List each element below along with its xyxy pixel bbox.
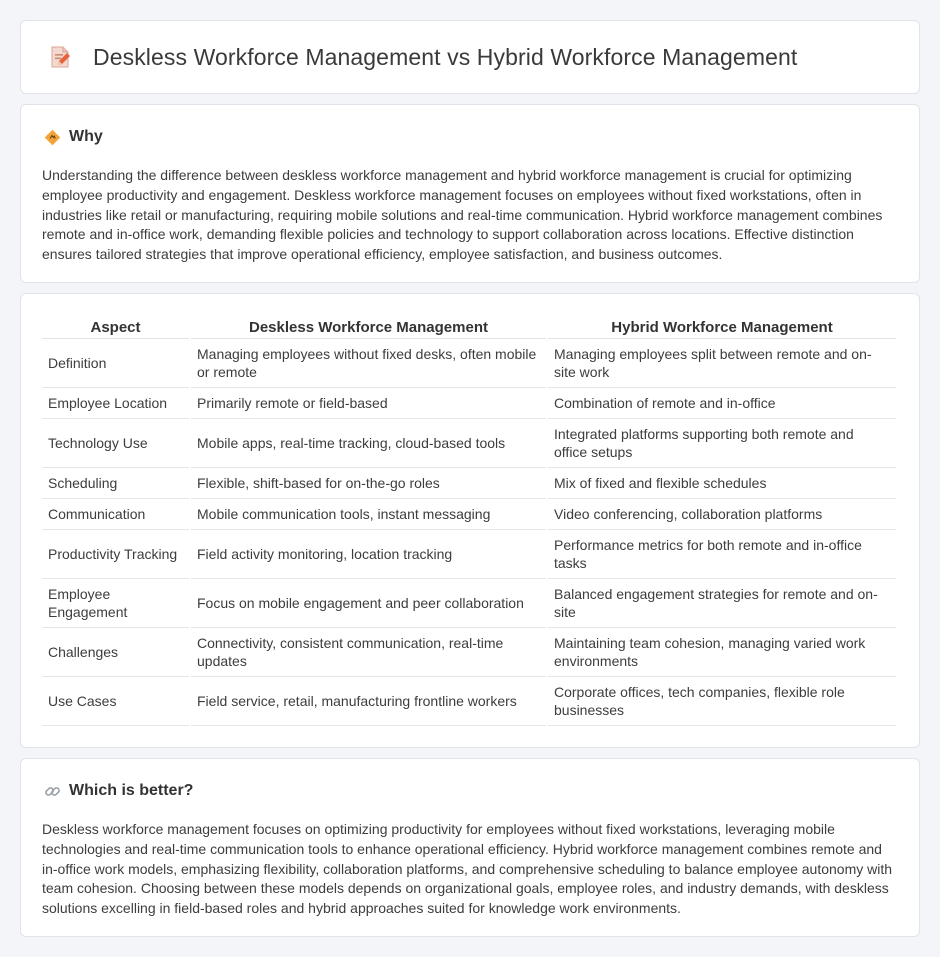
- aspect-cell: Employee Location: [42, 388, 189, 419]
- deskless-cell: Managing employees without fixed desks, often mobile or remote: [191, 339, 546, 388]
- table-row: [42, 677, 896, 726]
- aspect-cell: Use Cases: [42, 677, 189, 726]
- hybrid-cell: Managing employees split between remote and on-site work: [548, 339, 896, 388]
- which-heading-row: [44, 781, 898, 801]
- table-row: [42, 468, 896, 499]
- deskless-cell: Primarily remote or field-based: [191, 388, 546, 419]
- deskless-cell: Field service, retail, manufacturing frontline workers: [191, 677, 546, 726]
- table-row: [42, 499, 896, 530]
- column-header-aspect: Aspect: [42, 316, 189, 339]
- table-row: [42, 339, 896, 388]
- deskless-cell: Connectivity, consistent communication, real-time updates: [191, 628, 546, 677]
- diamond-sign-icon: [44, 129, 61, 146]
- hybrid-cell: Combination of remote and in-office: [548, 388, 896, 419]
- hybrid-cell: Performance metrics for both remote and in-office tasks: [548, 530, 896, 579]
- hybrid-cell: Balanced engagement strategies for remote and on-site: [548, 579, 896, 628]
- aspect-cell: Employee Engagement: [42, 579, 189, 628]
- hybrid-cell: Corporate offices, tech companies, flexible role businesses: [548, 677, 896, 726]
- table-row: [42, 388, 896, 419]
- aspect-cell: Scheduling: [42, 468, 189, 499]
- deskless-cell: Mobile apps, real-time tracking, cloud-based tools: [191, 419, 546, 468]
- hybrid-cell: Integrated platforms supporting both remote and office setups: [548, 419, 896, 468]
- deskless-cell: Mobile communication tools, instant messaging: [191, 499, 546, 530]
- table-row: [42, 419, 896, 468]
- why-heading-row: [44, 127, 898, 147]
- table-row: [42, 579, 896, 628]
- hybrid-cell: Video conferencing, collaboration platforms: [548, 499, 896, 530]
- column-header-deskless: Deskless Workforce Management: [191, 316, 546, 339]
- why-heading: Why: [69, 128, 103, 145]
- comparison-table: [40, 316, 898, 726]
- aspect-cell: Communication: [42, 499, 189, 530]
- table-row: [42, 628, 896, 677]
- aspect-cell: Technology Use: [42, 419, 189, 468]
- why-card: [20, 104, 920, 283]
- deskless-cell: Flexible, shift-based for on-the-go roles: [191, 468, 546, 499]
- deskless-cell: Field activity monitoring, location tracking: [191, 530, 546, 579]
- link-icon: [44, 783, 61, 800]
- which-paragraph: Deskless workforce management focuses on optimizing productivity for employees without fixed workstations, leveraging mobile technologies and real-time communication tools to enhance operational efficiency. Hybrid workforce management combines remote and in-office work models, emphasizing flexibility, collaboration platforms, and comprehensive scheduling to balance employee autonomy with team cohesion. Choosing between these models depends on organizational goals, employee roles, and industry demands, with deskless solutions excelling in field-based roles and hybrid approaches suited for knowledge work environments.: [42, 821, 893, 917]
- hybrid-cell: Maintaining team cohesion, managing varied work environments: [548, 628, 896, 677]
- which-heading: Which is better?: [69, 782, 194, 799]
- table-row: [42, 530, 896, 579]
- hybrid-cell: Mix of fixed and flexible schedules: [548, 468, 896, 499]
- comparison-table-card: [20, 293, 920, 748]
- header-card: [20, 20, 920, 94]
- aspect-cell: Productivity Tracking: [42, 530, 189, 579]
- table-header-row: [42, 316, 896, 339]
- column-header-hybrid: Hybrid Workforce Management: [548, 316, 896, 339]
- which-card: [20, 758, 920, 937]
- deskless-cell: Focus on mobile engagement and peer collaboration: [191, 579, 546, 628]
- why-paragraph: Understanding the difference between deskless workforce management and hybrid workforce management is crucial for optimizing employee productivity and engagement. Deskless workforce management focuses on employees without fixed workstations, often in industries like retail or manufacturing, requiring mobile solutions and real-time communication. Hybrid workforce management combines remote and in-office work, demanding flexible policies and technology to support collaboration across locations. Effective distinction ensures tailored strategies that improve operational efficiency, employee satisfaction, and business outcomes.: [42, 167, 883, 263]
- document-edit-icon: [47, 44, 73, 70]
- aspect-cell: Challenges: [42, 628, 189, 677]
- page-title: Deskless Workforce Management vs Hybrid Workforce Management: [93, 43, 798, 70]
- aspect-cell: Definition: [42, 339, 189, 388]
